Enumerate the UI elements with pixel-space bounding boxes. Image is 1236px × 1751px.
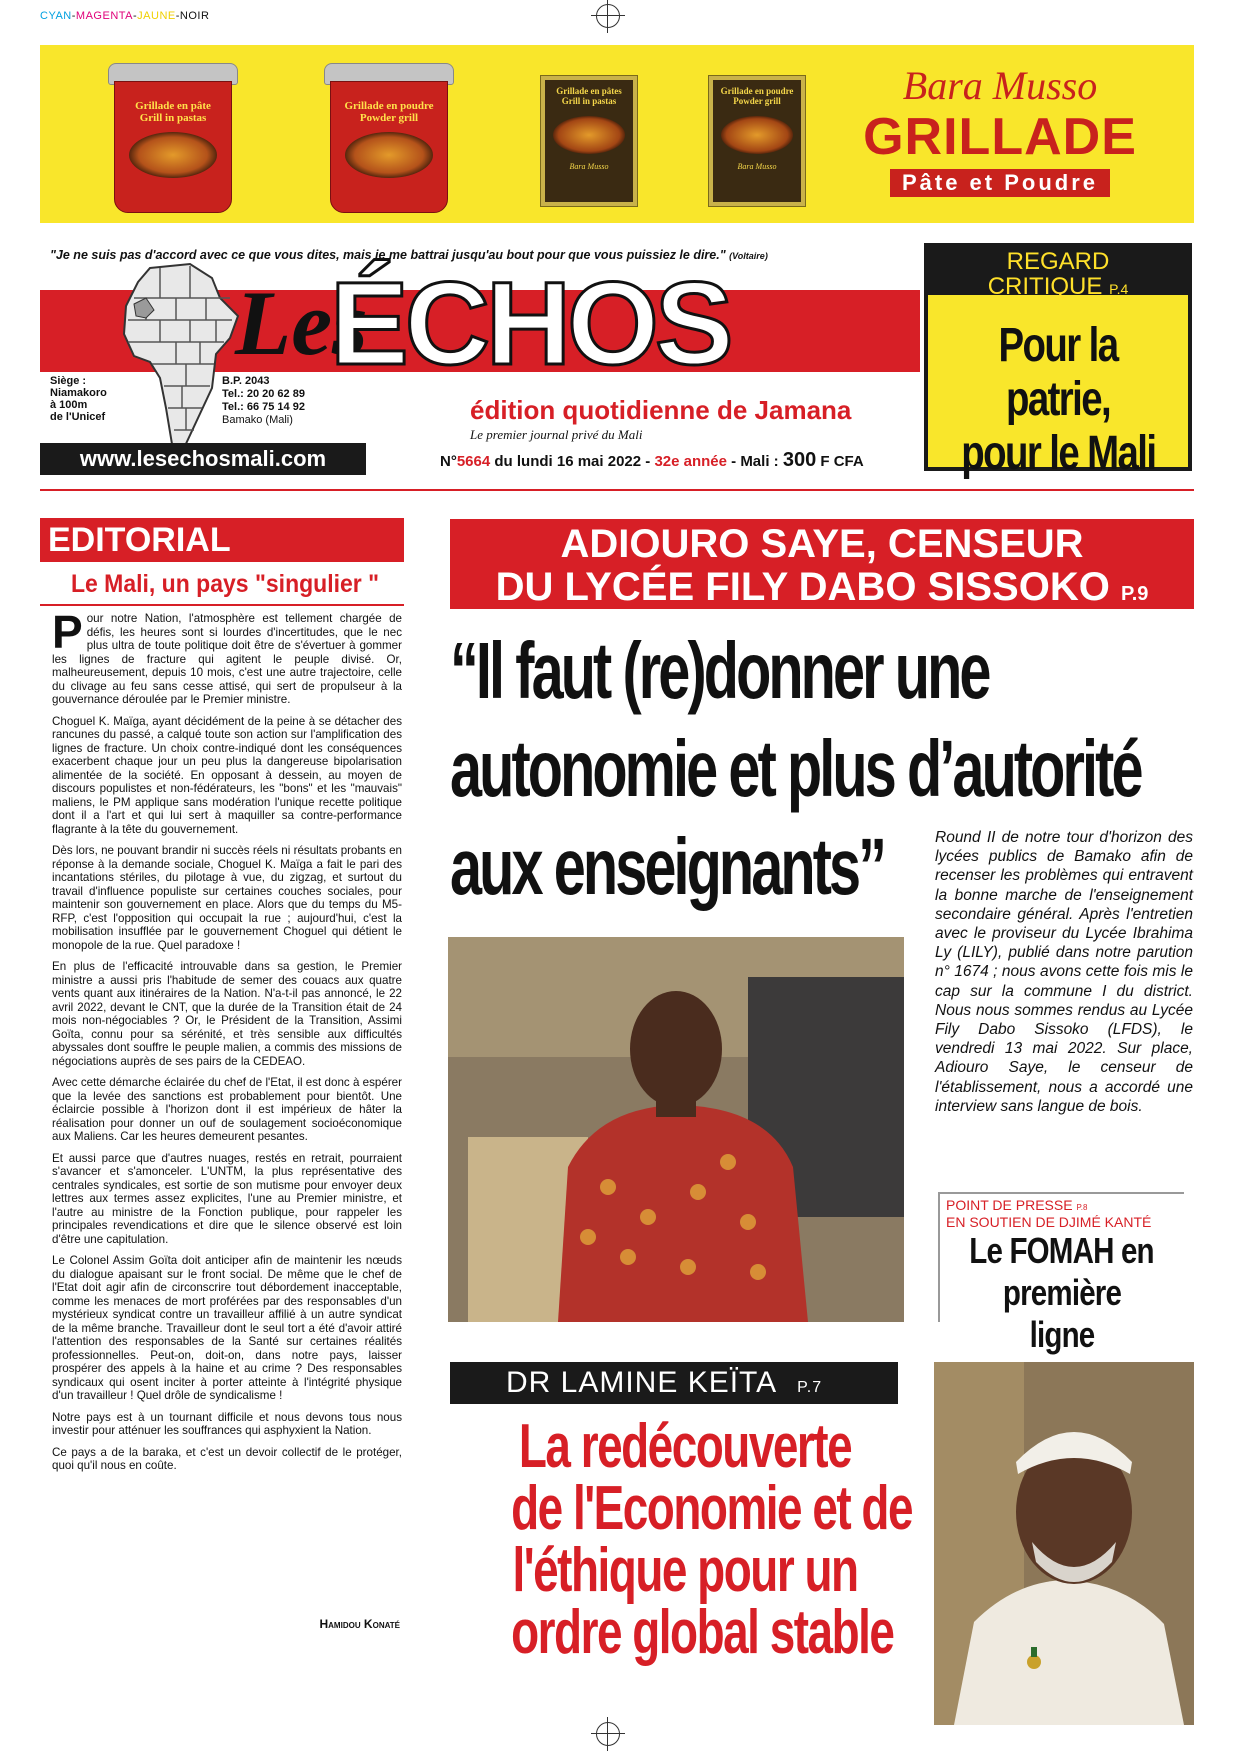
headquarters-address: Siège : Niamakoro à 100m de l'Unicef xyxy=(50,375,107,423)
adiouro-saye-photo xyxy=(448,937,904,1322)
cyan-label: CYAN xyxy=(40,10,72,22)
color-registration-label: CYAN-MAGENTA-JAUNE-NOIR xyxy=(40,10,210,22)
editorial-paragraph: Et aussi parce que d'autres nuages, restés en retrait, pourraient s'avancer et s'amonceler. L'UNTM, la plus représentative des centrales syndicales, est sortie de son mutisme pour envoyer deux lettres aux termes assez explicites, l'une au Premier ministre, et l'autre au ministre de la Fonction publique, pour rappeler les principales revendications et dire que le silence observé est loin d'être une capitulation. xyxy=(52,1151,402,1246)
ad-brand-script: Bara Musso xyxy=(902,63,1098,108)
noir-label: NOIR xyxy=(179,10,210,22)
editorial-paragraph: Avec cette démarche éclairée du chef de l'Etat, il est donc à espérer que la levée des sanctions est probablement pour bientôt. Une éclaircie possible à l'horizon dont il est impérieux de hâter la réalisation pour donner un ouf de soulagement socioéconomique aux Maliens. Car les heures demeurent pesantes. xyxy=(52,1076,402,1143)
jaune-label: JAUNE xyxy=(137,10,176,22)
editorial-body xyxy=(52,606,402,1481)
editorial-paragraph: Pour notre Nation, l'atmosphère est tellement chargée de défis, les heures sont si lourdes d'incertitudes, que le nec plus ultra de toute politique doit être de s'évertuer à gommer les lignes de fracture qui agitent le peuple divisé. Or, malheureusement, depuis 10 mois, c'est une autre trajectoire, celle du clivage au feu sans cesse attisé, qui sert de propulseur à la gouvernance déroulée par le Premier ministre. xyxy=(52,606,402,706)
main-story-lead: Round II de notre tour d'horizon des lycées publics de Bamako afin de recenser les problèmes qui entravent la bonne marche de l'enseignement secondaire général. Après l'entretien avec le proviseur du Lycée Ibrahima Ly (LILY), publié dans notre parution n° 1674 ; nous avons cette fois mis le cap sur la commune I du district. Nous nous sommes rendus au Lycée Fily Dabo Sissoko (LFDS), le vendredi 13 mai 2022. Sur place, Adiouro Saye, le censeur de l'établissement, nous a accordé une interview sans langue de bois. xyxy=(935,829,1193,1115)
logo-les: Les xyxy=(235,272,368,374)
editorial-paragraph: Choguel K. Maïga, ayant décidément de la peine à se détacher des rancunes du passé, a calqué toute son action sur l'amplification des lignes de fracture. Un choix contre-indiqué dont les conséquences exacerbent chaque jour un peu plus la dangereuse bipolarisation alimentée de la société. En opposant à dessein, au moyen de discours populistes et non-fédérateurs, les "bons" et les "mauvais" maliens, le PM applique sans modération l'unique recette politique dont il a l'art et qui lui sert à maquiller sa contre-performance flagrante à la tête du gouvernement. xyxy=(52,714,402,836)
main-story-kicker[interactable]: ADIOURO SAYE, CENSEUR DU LYCÉE FILY DABO SISSOKO P.9 xyxy=(450,519,1194,609)
registration-mark-bottom xyxy=(596,1722,620,1746)
editorial-title[interactable]: Le Mali, un pays "singulier " xyxy=(70,570,380,598)
editorial-paragraph: En plus de l'efficacité introuvable dans sa gestion, le Premier ministre a aussi pris l'habitude de semer des couacs aux quatre vents quant aux itinéraires de la Nation. N'a-t-il pas annoncé, le 22 avril 2022, devant le CNT, que la durée de la Transition était de 24 mois non-négociables ? Or, le Président de la Transition, Assimi Goïta, connu pour sa sérénité, et très sensible aux difficultés abyssales dont souffre le peuple malien, a commis des missions de négociations auprès de ses pairs de la CEDEAO. xyxy=(52,960,402,1068)
banner-advertisement[interactable] xyxy=(40,45,1194,223)
editorial-paragraph: Ce pays a de la baraka, et c'est un devoir collectif de le protéger, quoi qu'il nous en coûte. xyxy=(52,1445,402,1472)
ad-brand-block xyxy=(850,63,1150,197)
editorial-paragraph: Notre pays est à un tournant difficile et nous devons tous nous investir pour atténuer les souffrances qui asphyxient la Nation. xyxy=(52,1410,402,1437)
edition-tagline: édition quotidienne de Jamana xyxy=(470,395,852,425)
grill-paste-packet-image: Grillade en pâtes Grill in pastas Bara Musso xyxy=(540,75,638,207)
editorial-label: EDITORIAL xyxy=(40,518,404,562)
masthead-divider xyxy=(40,489,1194,491)
lamine-keita-headline[interactable]: La redécouverte de l'Economie et de l'éthique pour un ordre global stable xyxy=(511,1412,913,1667)
lamine-keita-kicker[interactable]: DR LAMINE KEÏTA P.7 xyxy=(450,1362,898,1404)
logo-echos: ÉCHOS xyxy=(330,258,730,390)
africa-map-icon xyxy=(120,258,240,458)
registration-mark-top xyxy=(596,4,620,28)
issue-info: N°5664 du lundi 16 mai 2022 - 32e année - Mali : 300 F CFA xyxy=(440,449,864,471)
regard-title-line1: Pour la patrie, xyxy=(998,319,1118,426)
regard-critique-teaser[interactable]: REGARD CRITIQUE P.4 Pour la patrie, pour le Mali xyxy=(924,243,1192,473)
grill-paste-bucket-image: Grillade en pâte Grill in pastas xyxy=(106,63,240,213)
editorial-divider xyxy=(40,604,404,606)
voltaire-quote: "Je ne suis pas d'accord avec ce que vous dites, mais je me battrai jusqu'au bout pour que vous puissiez le dire." (Voltaire) xyxy=(50,248,768,262)
editorial-paragraph: Le Colonel Assim Goïta doit anticiper afin de maintenir les nœuds du dialogue apaisant sur le front social. De même que le chef de l'Etat doit agir afin de circonscrire tout débordement inacceptable, comme les menaces de mort proférées par des responsables d'un mystérieux syndicat contre un travailleur affilié à un autre syndicat de la même branche. Travailleur dont le seul tort a été d'avoir attiré l'attention des responsables de la Santé sur certaines réalités professionnelles. Peut-on, doit-on, dans notre pays, laisser prospérer des appels à la haine et au crime ? Des responsables syndicaux qui osent inciter à porter atteinte à l'intégrité physique d'un travailleur ! Quel drôle de syndicalisme ! xyxy=(52,1254,402,1402)
editorial-paragraph: Dès lors, ne pouvant brandir ni succès réels ni résultats probants en réponse à la demande sociale, Choguel K. Maïga a fait le pari des incantations stériles, du pilotage à vue, du zigzag, et surtout du travail d'influence populiste sur certaines couches sociales, pour maintenir son gouvernement en place. Alors que du temps du M5-RFP, c'est l'opposition qui occupait la rue ; aujourd'hui, c'est la mobilisation insufflée par le gouvernement Choguel qui détient le monopole de la rue. Quel paradoxe ! xyxy=(52,844,402,952)
slogan: Le premier journal privé du Mali xyxy=(470,427,643,442)
website-link[interactable]: www.lesechosmali.com xyxy=(40,443,366,475)
lamine-keita-photo xyxy=(934,1362,1194,1725)
regard-title-line2: pour le Mali xyxy=(960,427,1156,480)
editorial-signature: Hamidou Konaté xyxy=(319,1617,400,1631)
grill-powder-bucket-image: Grillade en poudre Powder grill xyxy=(322,63,456,213)
grill-powder-packet-image: Grillade en poudre Powder grill Bara Musso xyxy=(708,75,806,207)
magenta-label: MAGENTA xyxy=(75,10,133,22)
contact-block: B.P. 2043 Tel.: 20 20 62 89 Tel.: 66 75 14 92 Bamako (Mali) xyxy=(222,375,305,426)
main-story-headline[interactable]: “Il faut (re)donner une autonomie et plus d’autorité aux enseignants” xyxy=(450,626,1141,911)
ad-brand-title: GRILLADE xyxy=(863,108,1137,166)
ad-brand-subtitle: Pâte et Poudre xyxy=(890,169,1110,197)
point-de-presse-teaser[interactable]: POINT DE PRESSE P.8 EN SOUTIEN DE DJIMÉ KANTÉ Le FOMAH en première ligne xyxy=(938,1192,1184,1322)
